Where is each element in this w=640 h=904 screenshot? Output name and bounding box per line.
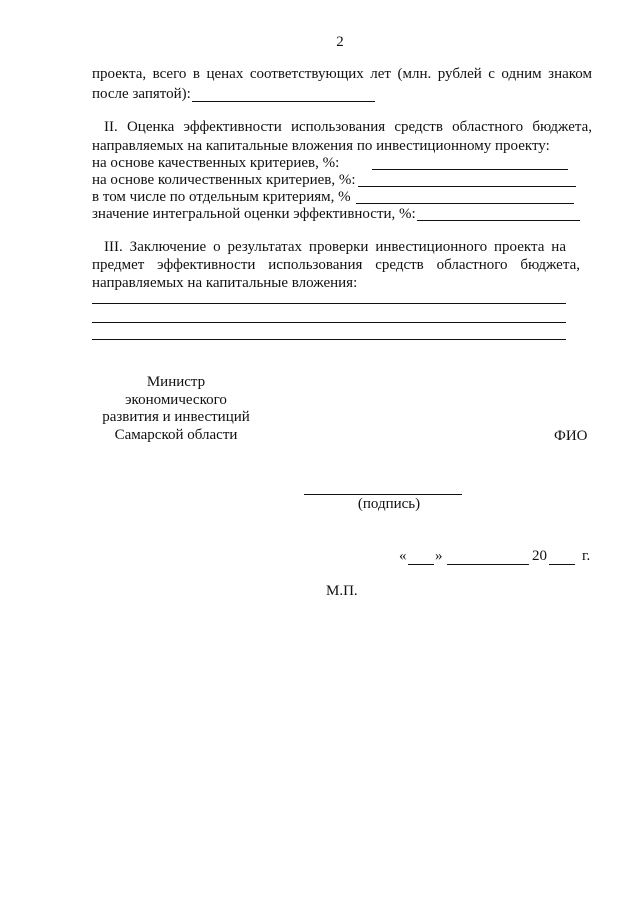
date-year-field[interactable]	[549, 564, 575, 565]
section-3-line-2: предмет эффективности использования средств областного бюджета,	[92, 257, 580, 273]
stamp-placeholder: М.П.	[326, 583, 358, 599]
conclusion-line-2[interactable]	[92, 322, 566, 323]
signatory-fio: ФИО	[554, 428, 588, 444]
date-month-field[interactable]	[447, 564, 529, 565]
quantitative-criteria-field[interactable]	[358, 186, 576, 187]
integral-evaluation-field[interactable]	[417, 220, 580, 221]
date-open-quote: «	[399, 548, 407, 564]
section-3-line-1: III. Заключение о результатах проверки инвестиционного проекта на	[104, 239, 566, 255]
date-year-prefix: 20	[532, 548, 547, 564]
date-close-quote: »	[435, 548, 443, 564]
conclusion-line-1[interactable]	[92, 303, 566, 304]
signatory-title-line-4: Самарской области	[114, 427, 238, 443]
intro-line-1: проекта, всего в ценах соответствующих лет (млн. рублей с одним знаком	[92, 66, 592, 82]
signature-field[interactable]	[304, 494, 462, 495]
qualitative-criteria-field[interactable]	[372, 169, 568, 170]
signatory-title-line-2: экономического	[125, 392, 227, 408]
quantitative-criteria-label: на основе количественных критериев, %:	[92, 172, 356, 188]
intro-line-2: после запятой):	[92, 86, 191, 102]
page-number: 2	[336, 34, 344, 50]
date-day-field[interactable]	[408, 564, 434, 565]
date-year-suffix: г.	[582, 548, 591, 564]
section-3-line-3: направляемых на капитальные вложения:	[92, 275, 358, 291]
conclusion-line-3[interactable]	[92, 339, 566, 340]
section-2-heading-line-1: II. Оценка эффективности использования средств областного бюджета,	[104, 119, 592, 135]
signatory-title-line-1: Министр	[146, 374, 206, 390]
individual-criteria-label: в том числе по отдельным критериям, %	[92, 189, 351, 205]
signature-caption: (подпись)	[357, 496, 421, 512]
signatory-title-line-3: развития и инвестиций	[102, 409, 250, 425]
qualitative-criteria-label: на основе качественных критериев, %:	[92, 155, 340, 171]
individual-criteria-field[interactable]	[356, 203, 574, 204]
total-cost-field[interactable]	[192, 101, 375, 102]
integral-evaluation-label: значение интегральной оценки эффективности, %:	[92, 206, 416, 222]
section-2-heading-line-2: направляемых на капитальные вложения по инвестиционному проекту:	[92, 138, 550, 154]
